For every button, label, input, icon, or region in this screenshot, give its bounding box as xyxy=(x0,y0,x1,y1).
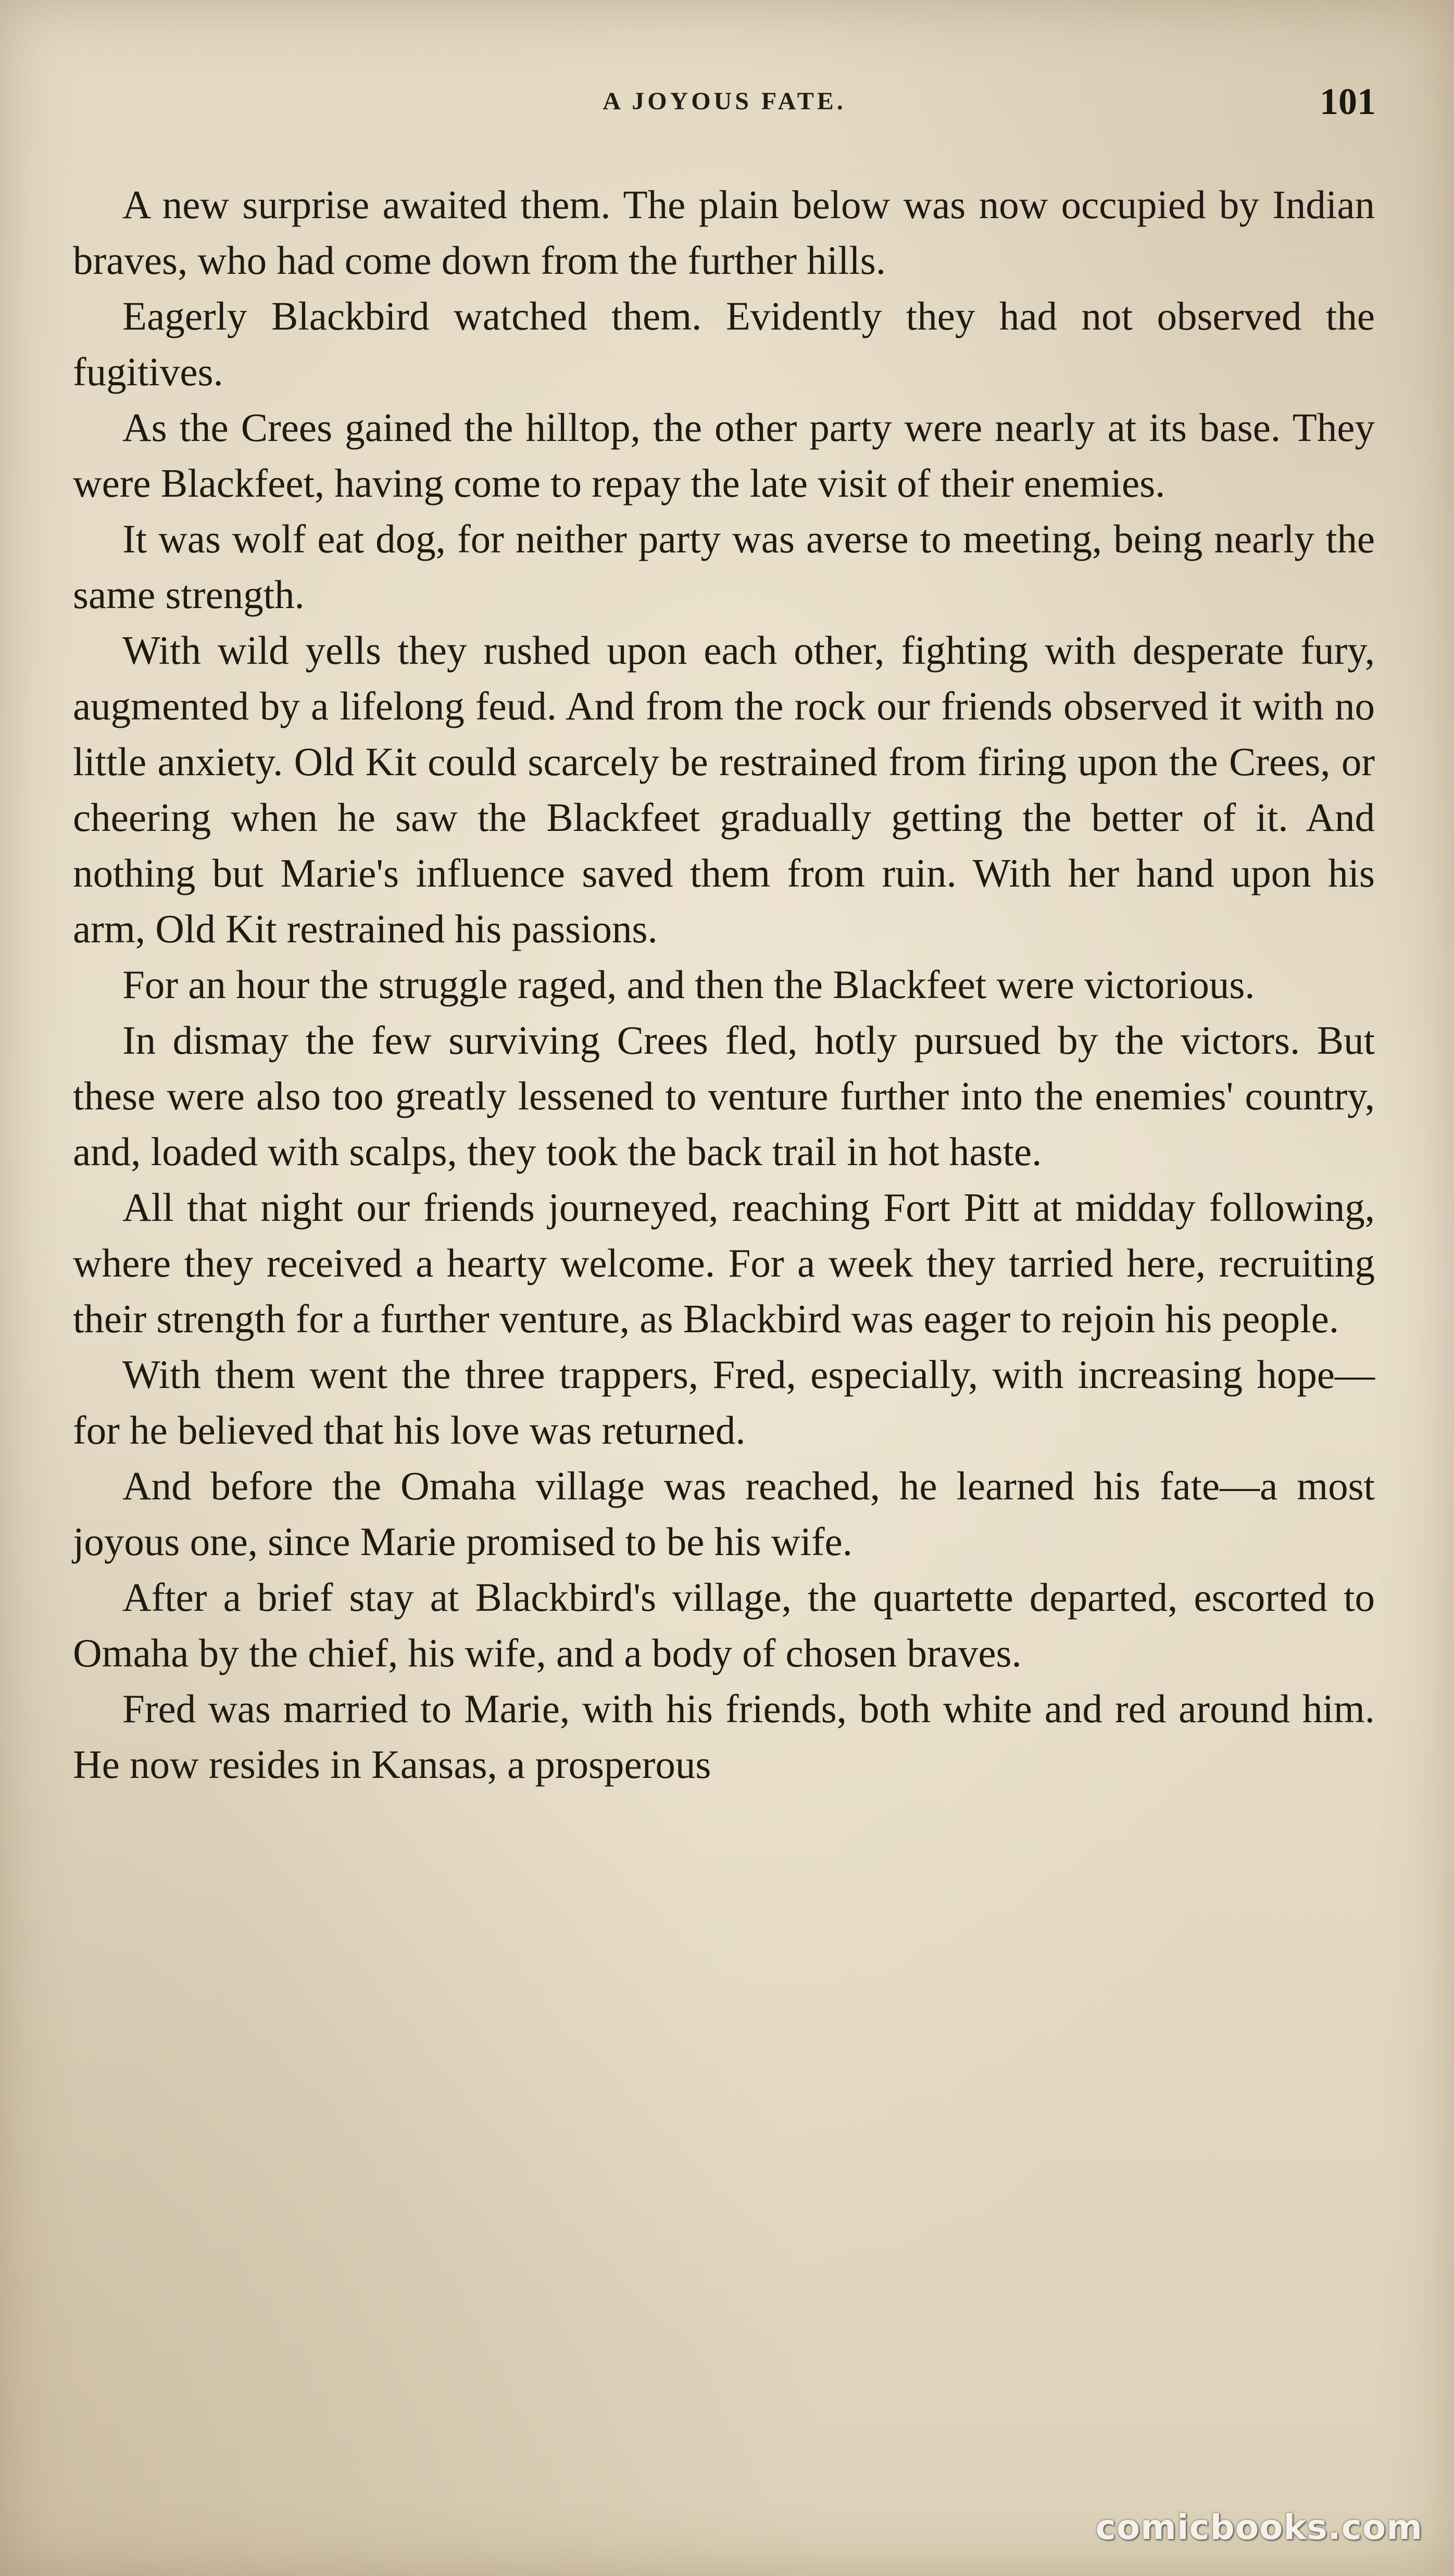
paragraph: For an hour the struggle raged, and then the Blackfeet were victorious. xyxy=(122,962,1255,1007)
paragraph: It was wolf eat dog, for neither party was averse to meeting, being nearly the same strength. xyxy=(73,516,1375,617)
running-title: A JOYOUS FATE. xyxy=(603,87,846,115)
paragraph: Eagerly Blackbird watched them. Evidently they had not observed the fugitives. xyxy=(73,294,1375,394)
paragraph: With wild yells they rushed upon each other, fighting with desperate fury, augmented by a lifelong feud. And from the rock our friends observed it with no little anxiety. Old Kit could scarcely be restrained from firing upon the Crees, or cheering when he saw the Blackfeet gradually getting the better of it. And nothing but Marie's influence saved them from ruin. With her hand upon his arm, Old Kit restrained his passions. xyxy=(73,628,1375,951)
watermark: comicbooks.com xyxy=(1095,2507,1423,2547)
paragraph: With them went the three trappers, Fred, especially, with increasing hope—for he believed that his love was returned. xyxy=(73,1352,1375,1453)
paragraph: As the Crees gained the hilltop, the other party were nearly at its base. They were Blackfeet, having come to repay the late visit of their enemies. xyxy=(73,405,1375,506)
paragraph: After a brief stay at Blackbird's village, the quartette departed, escorted to Omaha by the chief, his wife, and a body of chosen braves. xyxy=(73,1575,1375,1675)
paragraph: And before the Omaha village was reached, he learned his fate—a most joyous one, since Marie promised to be his wife. xyxy=(73,1463,1375,1564)
running-head xyxy=(73,78,1376,125)
paragraph: All that night our friends journeyed, reaching Fort Pitt at midday following, where they received a hearty welcome. For a week they tarried here, recruiting their strength for a further venture, as Blackbird was eager to rejoin his people. xyxy=(73,1185,1375,1341)
paragraph: Fred was married to Marie, with his friends, both white and red around him. He now resides in Kansas, a prosperous xyxy=(73,1686,1375,1787)
body-text xyxy=(73,177,1375,1792)
paragraph: In dismay the few surviving Crees fled, hotly pursued by the victors. But these were also too greatly lessened to venture further into the enemies' country, and, loaded with scalps, they took the back trail in hot haste. xyxy=(73,1018,1375,1174)
page-number: 101 xyxy=(1320,81,1376,122)
paragraph: A new surprise awaited them. The plain below was now occupied by Indian braves, who had come down from the further hills. xyxy=(73,182,1375,283)
